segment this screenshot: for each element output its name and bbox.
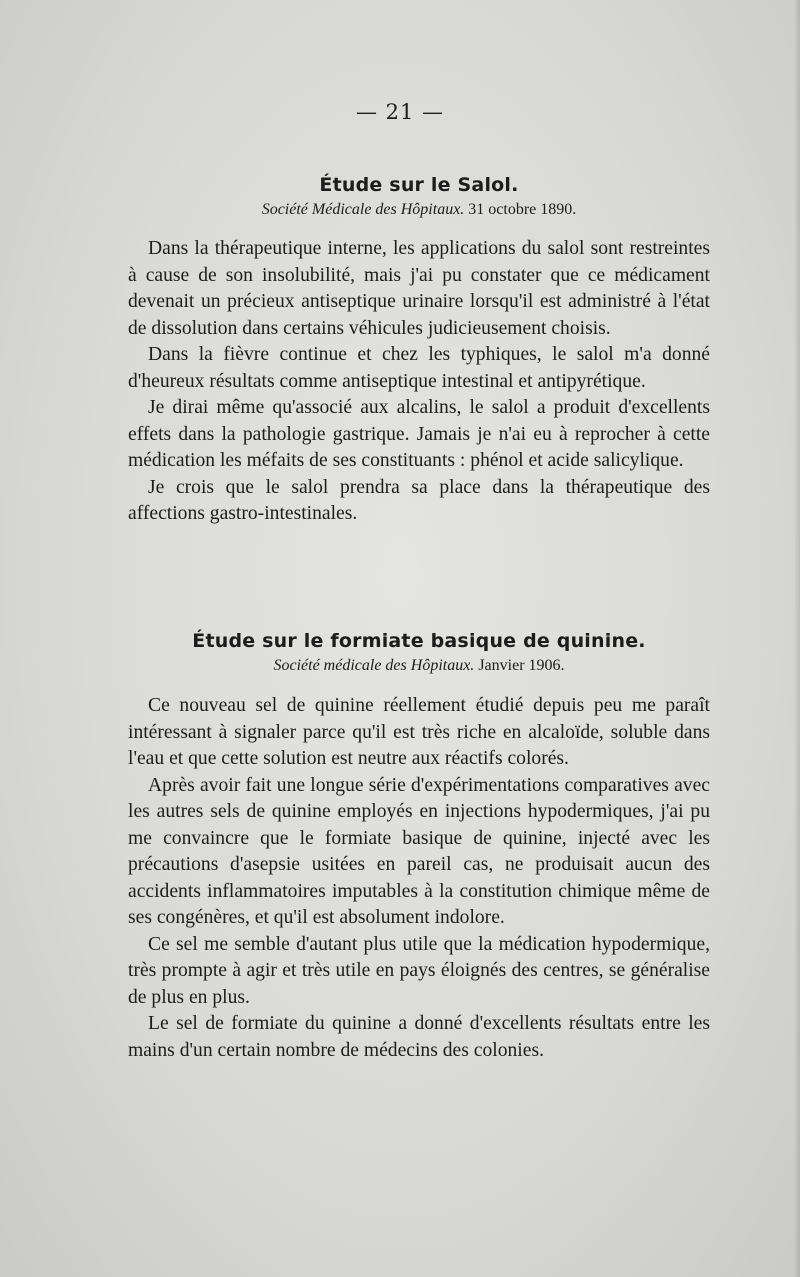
section-subtitle	[128, 654, 710, 678]
section-body	[128, 693, 710, 1064]
subtitle-date: Janvier 1906.	[478, 657, 565, 674]
paragraph: Je dirai même qu'associé aux alcalins, le salol a produit d'excellents effets dans la pathologie gastrique. Jamais je n'ai eu à reprocher à cette médication les méfaits de ses constituants : phénol et acide salicylique.	[128, 397, 710, 471]
paragraph: Je crois que le salol prendra sa place dans la thérapeutique des affections gastro-intestinales.	[128, 476, 710, 524]
subtitle-society: Société Médicale des Hôpitaux.	[261, 201, 465, 218]
section-title: Étude sur le Salol.	[319, 174, 519, 196]
section-salol	[128, 172, 710, 528]
paragraph: Dans la fièvre continue et chez les typhiques, le salol m'a donné d'heureux résultats comme antiseptique intestinal et antipyrétique.	[128, 344, 710, 392]
paragraph: Ce nouveau sel de quinine réellement étudié depuis peu me paraît intéressant à signaler parce qu'il est très riche en alcaloïde, soluble dans l'eau et que cette solution est neutre aux réactifs colorés.	[128, 695, 710, 769]
subtitle-society: Société médicale des Hôpitaux.	[273, 657, 475, 674]
page-edge-shadow	[794, 0, 800, 1277]
paragraph: Après avoir fait une longue série d'expérimentations comparatives avec les autres sels de quinine employés en injections hypodermiques, j'ai pu me convaincre que le formiate basique de quinine, injecté avec les précautions d'asepsie usitées en pareil cas, ne produisait aucun des accidents inflammatoires imputables à la constitution chimique même de ses congénères, et qu'il est absolument indolore.	[128, 774, 710, 928]
page-number: — 21 —	[355, 100, 445, 124]
paragraph: Dans la thérapeutique interne, les applications du salol sont restreintes à cause de son insolubilité, mais j'ai pu constater que ce médicament devenait un précieux antiseptique urinaire lorsqu'il est administré à l'état de dissolution dans certains véhicules judicieusement choisis.	[128, 238, 710, 339]
paragraph: Le sel de formiate du quinine a donné d'excellents résultats entre les mains d'un certain nombre de médecins des colonies.	[128, 1013, 710, 1061]
section-formiate	[128, 628, 710, 1064]
section-body	[128, 236, 710, 528]
subtitle-date: 31 octobre 1890.	[468, 201, 577, 218]
paragraph: Ce sel me semble d'autant plus utile que la médication hypodermique, très prompte à agir et très utile en pays éloignés des centres, se généralise de plus en plus.	[128, 933, 710, 1008]
section-title: Étude sur le formiate basique de quinine.	[192, 630, 646, 652]
section-subtitle	[128, 198, 710, 222]
